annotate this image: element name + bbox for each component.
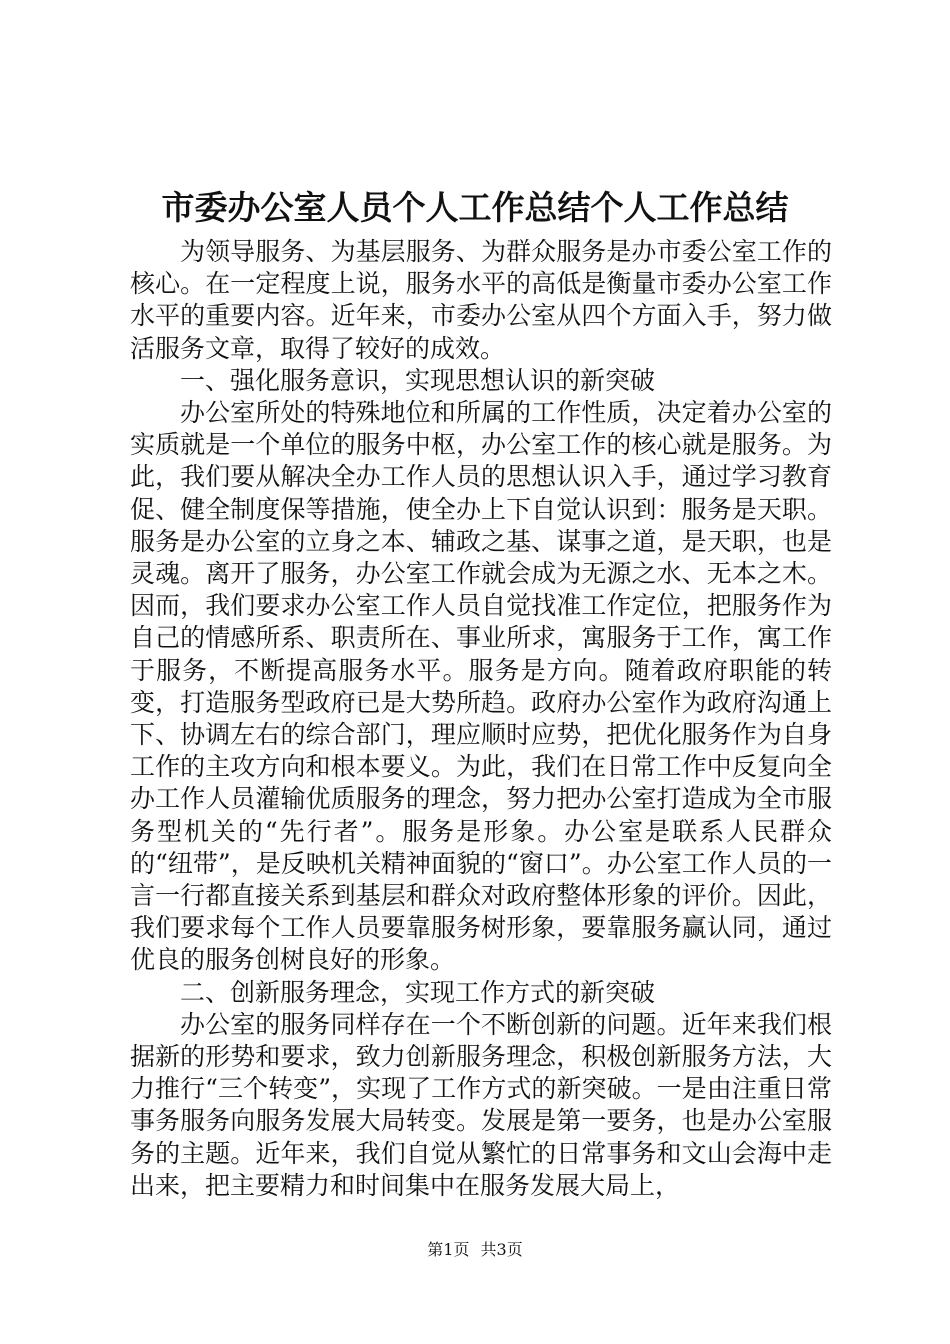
paragraph-section-2: 办公室的服务同样存在一个不断创新的问题。近年来我们根据新的形势和要求，致力创新服务理念，积极创新服务方法，大力推行“三个转变”，实现了工作方式的新突破。一是由注重日常事务服务向服务发展大局转变。发展是第一要务，也是办公室服务的主题。近年来，我们自觉从繁忙的日常事务和文山会海中走出来，把主要精力和时间集中在服务发展大局上，: [130, 1009, 832, 1200]
document-body: [130, 236, 832, 1202]
document-title: 市委办公室人员个人工作总结个人工作总结: [161, 188, 789, 227]
page-footer: [0, 1238, 950, 1262]
section-heading-2: 二、创新服务理念，实现工作方式的新突破: [180, 977, 656, 1007]
section-heading-1: 一、强化服务意识，实现思想认识的新突破: [180, 365, 656, 395]
page-total: 共3页: [480, 1240, 523, 1259]
paragraph-section-1: 办公室所处的特殊地位和所属的工作性质，决定着办公室的实质就是一个单位的服务中枢，办公室工作的核心就是服务。为此，我们要从解决全办工作人员的思想认识入手，通过学习教育促、健全制度保等措施，使全办上下自觉认识到：服务是天职。服务是办公室的立身之本、辅政之基、谋事之道，是天职，也是灵魂。离开了服务，办公室工作就会成为无源之水、无本之木。因而，我们要求办公室工作人员自觉找准工作定位，把服务作为自己的情感所系、职责所在、事业所求，寓服务于工作，寓工作于服务，不断提高服务水平。服务是方向。随着政府职能的转变，打造服务型政府已是大势所趋。政府办公室作为政府沟通上下、协调左右的综合部门，理应顺时应势，把优化服务作为自身工作的主攻方向和根本要义。为此，我们在日常工作中反复向全办工作人员灌输优质服务的理念，努力把办公室打造成为全市服务型机关的“先行者”。服务是形象。办公室是联系人民群众的“纽带”，是反映机关精神面貌的“窗口”。办公室工作人员的一言一行都直接关系到基层和群众对政府整体形象的评价。因此，我们要求每个工作人员要靠服务树形象，要靠服务赢认同，通过优良的服务创树良好的形象。: [130, 398, 832, 975]
page-number: 第1页: [427, 1240, 470, 1259]
paragraph-intro: 为领导服务、为基层服务、为群众服务是办市委公室工作的核心。在一定程度上说，服务水平的高低是衡量市委办公室工作水平的重要内容。近年来，市委办公室从四个方面入手，努力做活服务文章，取得了较好的成效。: [130, 237, 832, 363]
